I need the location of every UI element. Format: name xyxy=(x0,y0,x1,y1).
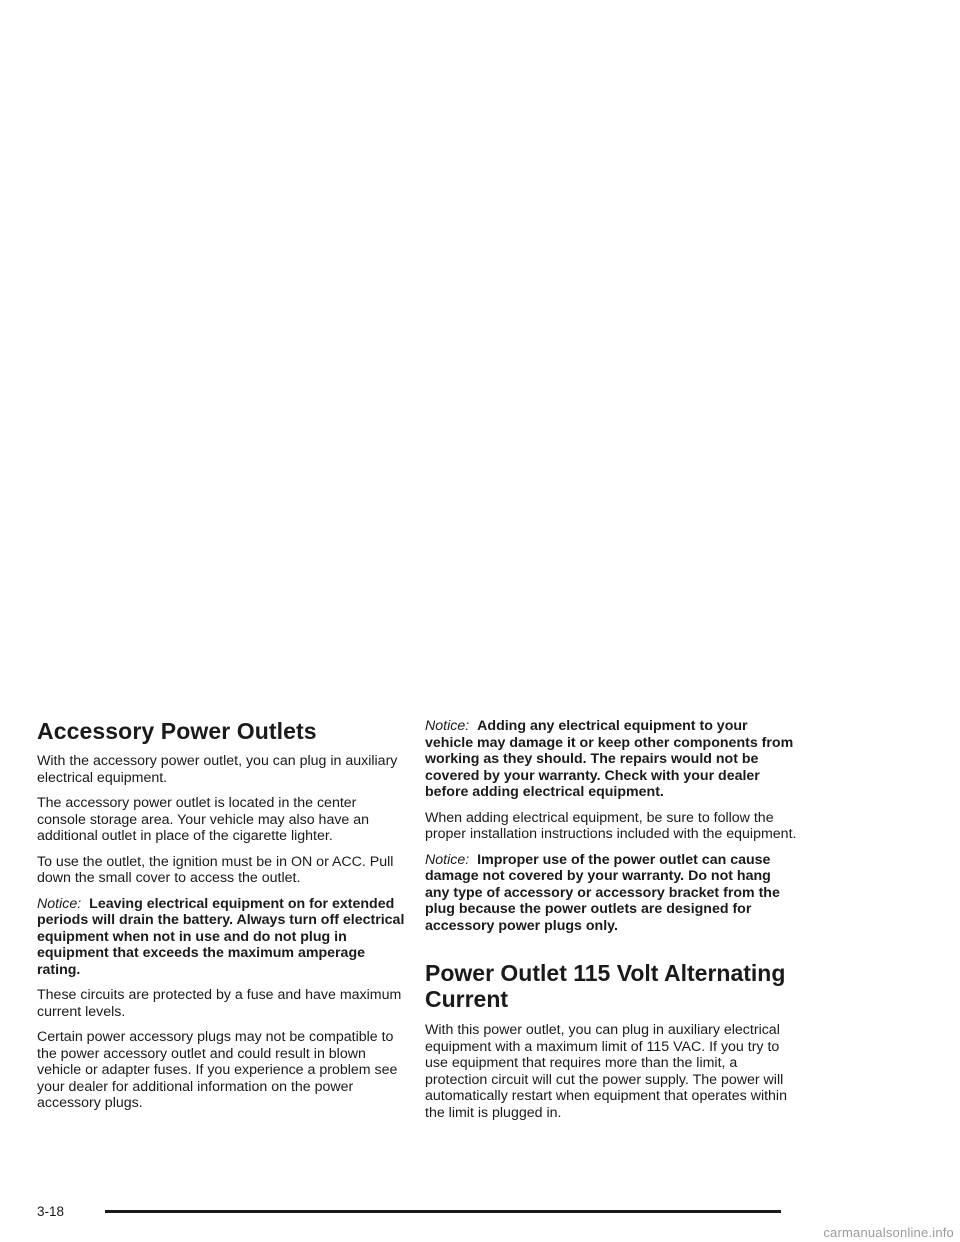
footer-divider xyxy=(105,1210,781,1213)
notice-label: Notice: xyxy=(425,851,470,868)
paragraph: With this power outlet, you can plug in auxiliary electrical equipment with a maximum limit of 115 VAC. If you try to use equipment that requires more than the limit, a protection circuit will cut the power supply. The power will automatically restart when equipment that operates within the limit is plugged in. xyxy=(425,1022,787,1121)
notice-label: Notice: xyxy=(37,895,82,912)
notice-electrical-equipment xyxy=(425,718,797,801)
notice-battery xyxy=(37,896,409,979)
page-number: 3-18 xyxy=(37,1204,65,1219)
paragraph: When adding electrical equipment, be sure to follow the proper installation instructions included with the equipment. xyxy=(425,809,797,842)
paragraph: The accessory power outlet is located in the center console storage area. Your vehicle may also have an additional outlet in place of the cigarette lighter. xyxy=(37,795,370,844)
watermark: carmanualsonline.info xyxy=(823,1225,954,1240)
paragraph: With the accessory power outlet, you can plug in auxiliary electrical equipment. xyxy=(37,753,398,786)
left-column xyxy=(37,718,409,1121)
right-column xyxy=(425,718,797,943)
paragraph: To use the outlet, the ignition must be in ON or ACC. Pull down the small cover to access the outlet. xyxy=(37,853,394,886)
notice-text: Adding any electrical equipment to your vehicle may damage it or keep other components from working as they should. The repairs would not be covered by your warranty. Check with your dealer before adding electrical equipment. xyxy=(425,718,794,800)
right-column-lower xyxy=(425,960,797,1130)
notice-label: Notice: xyxy=(425,718,470,734)
section-heading-accessory-power-outlets: Accessory Power Outlets xyxy=(37,718,317,744)
notice-text: Improper use of the power outlet can cause damage not covered by your warranty. Do not hang any type of accessory or accessory bracket from the plug because the power outlets are designed for accessory power plugs only. xyxy=(425,851,780,934)
section-heading-power-outlet-115v: Power Outlet 115 Volt Alternating Current xyxy=(425,960,786,1012)
notice-text: Leaving electrical equipment on for extended periods will drain the battery. Always turn off electrical equipment when not in use and do not plug in equipment that exceeds the maximum amperage rating. xyxy=(37,895,405,978)
paragraph: Certain power accessory plugs may not be compatible to the power accessory outlet and could result in blown vehicle or adapter fuses. If you experience a problem see your dealer for additional information on the power accessory plugs. xyxy=(37,1029,398,1111)
paragraph: These circuits are protected by a fuse and have maximum current levels. xyxy=(37,987,402,1020)
notice-improper-use xyxy=(425,852,797,935)
